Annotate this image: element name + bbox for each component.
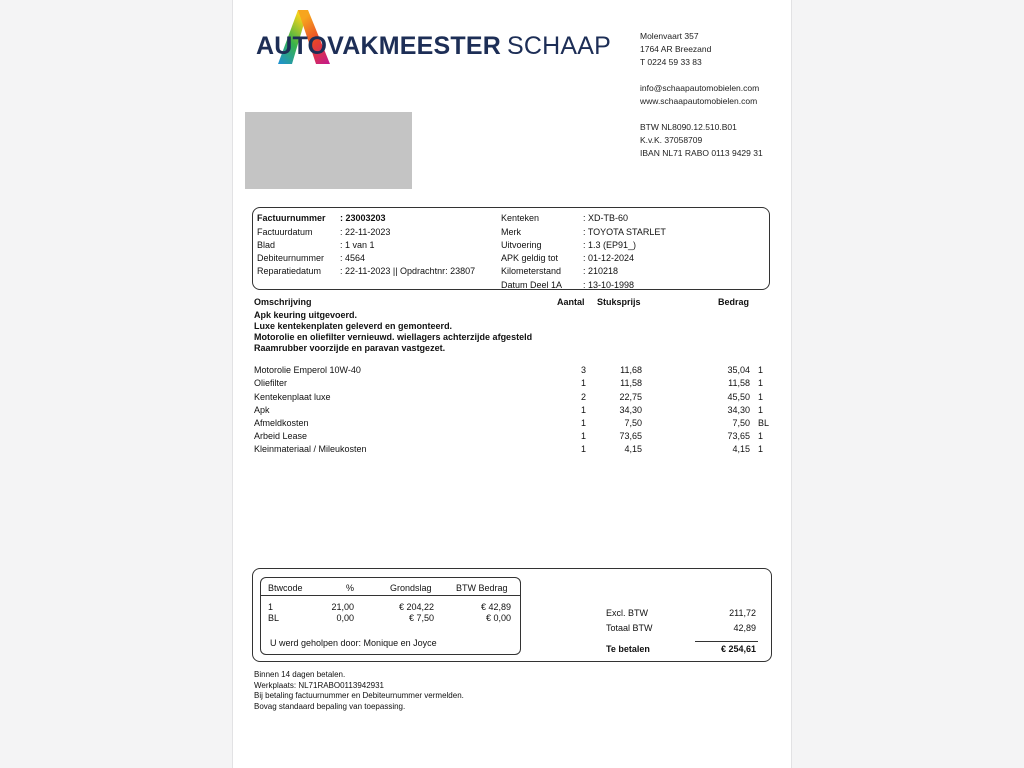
item-btw-code: 1 [758, 365, 764, 375]
vehicle-label: Kenteken [501, 213, 540, 223]
work-description-line: Luxe kentekenplaten geleverd en gemonteerd. [254, 321, 453, 331]
item-btw-code: BL [758, 418, 770, 428]
invoice-left-label: Factuurdatum [257, 227, 313, 237]
btw-header-code: Btwcode [268, 583, 303, 593]
company-logo [256, 6, 611, 68]
invoice-left-value: : 1 van 1 [340, 240, 375, 250]
item-name: Kleinmateriaal / Mileukosten [254, 444, 367, 454]
item-name: Oliefilter [254, 378, 288, 388]
item-amount: 73,65 [727, 431, 750, 441]
item-price: 4,15 [624, 444, 642, 454]
payment-terms [254, 670, 464, 712]
vehicle-label: Kilometerstand [501, 266, 562, 276]
btw-row-base: € 204,22 [398, 602, 434, 612]
footer-line: Bovag standaard bepaling van toepassing. [254, 701, 406, 711]
vehicle-value: : 13-10-1998 [583, 280, 635, 290]
invoice-left-label: Debiteurnummer [257, 253, 325, 263]
vehicle-label: Uitvoering [501, 240, 542, 250]
work-description-line: Apk keuring uitgevoerd. [254, 310, 358, 320]
btw-header-amount: BTW Bedrag [456, 583, 508, 593]
item-price: 22,75 [619, 392, 642, 402]
redacted-address-block [245, 112, 412, 189]
vehicle-label: Merk [501, 227, 521, 237]
item-name: Arbeid Lease [254, 431, 308, 441]
company-info [640, 30, 763, 160]
footer-line: Binnen 14 dagen betalen. [254, 670, 346, 679]
col-header-unit-price: Stuksprijs [597, 297, 641, 307]
logo-name: SCHAAP [506, 32, 611, 60]
btw-row-code: BL [268, 613, 280, 623]
item-qty: 2 [580, 392, 586, 402]
amount-due-label: Te betalen [606, 644, 650, 654]
btw-header-percent: % [346, 583, 355, 593]
company-btw: BTW NL8090.12.510.B01 [640, 122, 737, 132]
company-address-line2: 1764 AR Breezand [640, 44, 712, 54]
footer-line: Werkplaats: NL71RABO0113942931 [254, 680, 385, 690]
amount-due-value: € 254,61 [720, 644, 756, 654]
vehicle-value: : TOYOTA STARLET [583, 227, 666, 237]
excl-btw-value: 211,72 [729, 608, 756, 618]
btw-row-amount: € 42,89 [480, 602, 511, 612]
item-qty: 1 [580, 418, 586, 428]
left-margin [0, 0, 233, 768]
item-amount: 45,50 [727, 392, 750, 402]
col-header-amount: Bedrag [718, 297, 750, 307]
vehicle-label: Datum Deel 1A [501, 280, 563, 290]
company-kvk: K.v.K. 37058709 [640, 135, 703, 145]
work-description-line: Raamrubber voorzijde en paravan vastgezet. [254, 343, 446, 353]
vehicle-value: : XD-TB-60 [583, 213, 629, 223]
col-header-description: Omschrijving [254, 297, 312, 307]
company-iban: IBAN NL71 RABO 0113 9429 31 [640, 148, 763, 158]
company-phone: T 0224 59 33 83 [640, 57, 702, 67]
item-qty: 3 [580, 365, 586, 375]
company-address-line1: Molenvaart 357 [640, 31, 699, 41]
col-header-qty: Aantal [557, 297, 585, 307]
item-qty: 1 [580, 444, 586, 454]
item-price: 11,58 [620, 378, 642, 388]
btw-row-percent: 21,00 [331, 602, 354, 612]
total-divider [695, 641, 758, 642]
item-btw-code: 1 [758, 405, 764, 415]
item-btw-code: 1 [758, 392, 764, 402]
item-name: Kentekenplaat luxe [254, 392, 331, 402]
item-price: 34,30 [619, 405, 642, 415]
company-website: www.schaapautomobielen.com [640, 96, 758, 106]
invoice-left-label: Blad [257, 240, 276, 250]
invoice-left-value: : 4564 [340, 253, 366, 263]
btw-row-amount: € 0,00 [485, 613, 511, 623]
btw-header-base: Grondslag [390, 583, 432, 593]
btw-row-code: 1 [268, 602, 274, 612]
total-btw-label: Totaal BTW [606, 623, 653, 633]
item-btw-code: 1 [758, 431, 764, 441]
vehicle-value: : 210218 [583, 266, 619, 276]
item-name: Motorolie Emperol 10W-40 [254, 365, 361, 375]
item-amount: 7,50 [732, 418, 750, 428]
btw-header-divider [261, 595, 520, 596]
item-price: 73,65 [619, 431, 642, 441]
excl-btw-label: Excl. BTW [606, 608, 648, 618]
invoice-left-value: : 22-11-2023 || Opdrachtnr: 23807 [340, 266, 476, 276]
vehicle-label: APK geldig tot [501, 253, 559, 263]
total-btw-value: 42,89 [733, 623, 756, 633]
helped-by-note: U werd geholpen door: Monique en Joyce [270, 638, 437, 648]
right-margin [791, 0, 1024, 768]
item-qty: 1 [580, 378, 586, 388]
invoice-left-label: Factuurnummer [257, 213, 326, 223]
logo-brand: AUTOVAKMEESTER [256, 32, 501, 60]
item-qty: 1 [580, 405, 586, 415]
invoice-left-label: Reparatiedatum [257, 266, 322, 276]
item-btw-code: 1 [758, 444, 764, 454]
company-email: info@schaapautomobielen.com [640, 83, 760, 93]
vehicle-value: : 1.3 (EP91_) [583, 240, 637, 250]
item-name: Afmeldkosten [254, 418, 309, 428]
btw-row-base: € 7,50 [408, 613, 434, 623]
item-amount: 4,15 [732, 444, 750, 454]
item-btw-code: 1 [758, 378, 764, 388]
footer-line: Bij betaling factuurnummer en Debiteurnummer vermelden. [254, 691, 464, 700]
item-amount: 11,58 [728, 378, 750, 388]
item-amount: 34,30 [727, 405, 750, 415]
work-description-line: Motorolie en oliefilter vernieuwd. wiellagers achterzijde afgesteld [254, 332, 533, 342]
item-price: 7,50 [624, 418, 642, 428]
item-qty: 1 [580, 431, 586, 441]
btw-row-percent: 0,00 [336, 613, 354, 623]
vehicle-value: : 01-12-2024 [583, 253, 635, 263]
invoice-left-value: : 22-11-2023 [340, 227, 391, 237]
item-amount: 35,04 [727, 365, 750, 375]
item-price: 11,68 [620, 365, 642, 375]
item-name: Apk [254, 405, 270, 415]
invoice-left-value: : 23003203 [340, 213, 386, 223]
